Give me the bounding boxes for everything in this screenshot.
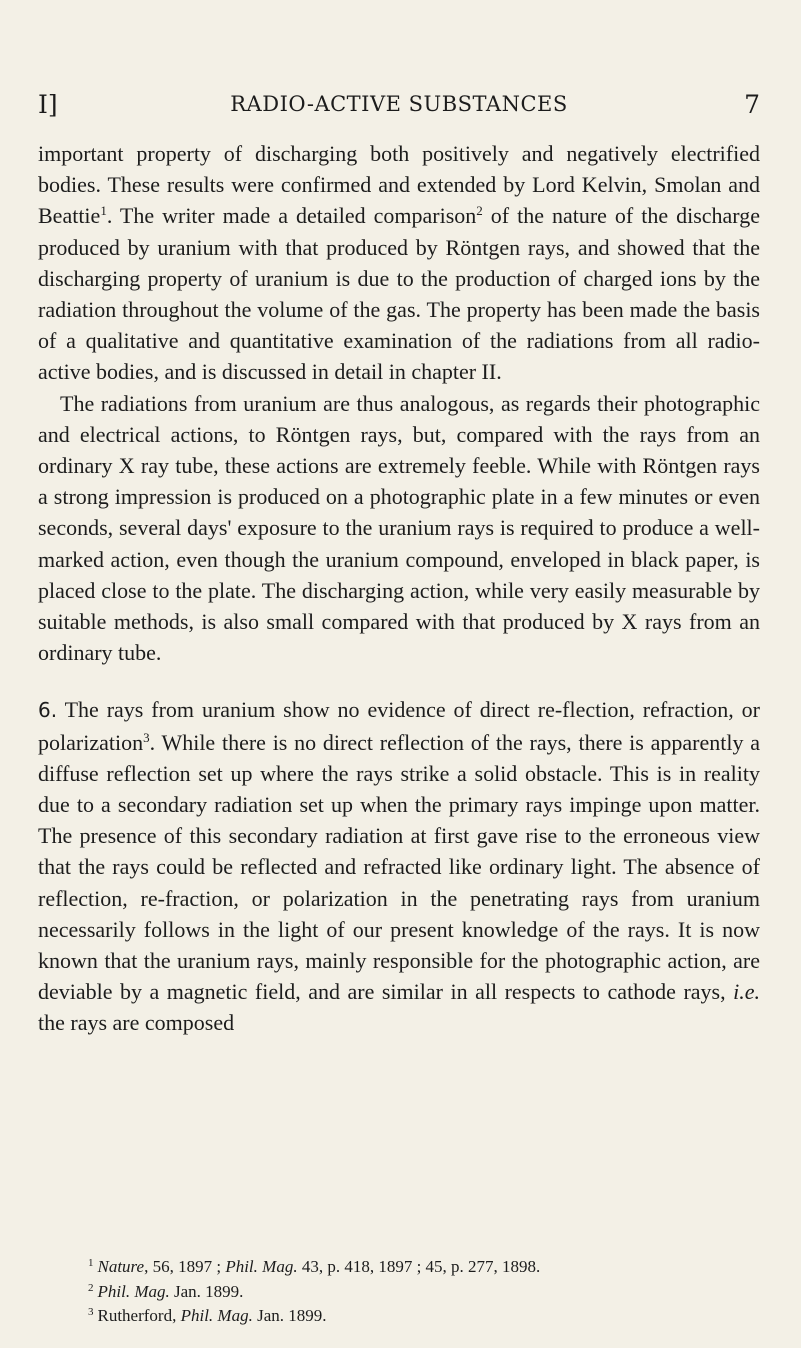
- footnote-1-journal-b: Phil. Mag.: [225, 1257, 298, 1276]
- page-number: 7: [744, 90, 760, 119]
- paragraph-3-text-b: . While there is no direct reflection of the rays, there is apparently a diffuse reflection set up where the rays strike a solid obstacle. This is in reality due to a secondary radiation set up when the primary rays impinge upon matter. The presence of this secondary radiation at first gave rise to the erroneous view that the rays could be reflected and refracted like ordinary light. The absence of reflection, re-fraction, or polarization in the penetrating rays from uranium necessarily follows in the light of our present knowledge of the rays. It is now known that the uranium rays, mainly responsible for the photographic action, are deviable by a magnetic field, and are similar in all respects to cathode rays,: [38, 729, 760, 1005]
- footnote-3-text: Jan. 1899.: [252, 1306, 327, 1325]
- paragraph-2: The radiations from uranium are thus analogous, as regards their photographic and electrical actions, to Röntgen rays, but, compared with the rays from an ordinary X ray tube, these actions are extremely feeble. While with Röntgen rays a strong impression is produced on a photographic plate in a few minutes or even seconds, several days' exposure to the uranium rays is required to produce a well-marked action, even though the uranium compound, enveloped in black paper, is placed close to the plate. The discharging action, while very easily measurable by suitable methods, is also small compared with that produced by X rays from an ordinary tube.: [38, 390, 760, 666]
- footnotes: [88, 1255, 728, 1329]
- paragraph-3: [38, 694, 760, 1038]
- footnote-2: [88, 1280, 728, 1305]
- paragraph-1-text-c: of the nature of the discharge produced by uranium with that produced by Röntgen rays, and showed that the discharging property of uranium is due to the production of charged ions by the radiation throughout the volume of the gas. The property has been made the basis of a qualitative and quantitative examination of the radiations from all radio-active bodies, and is discussed in detail in chapter II.: [38, 203, 760, 385]
- footnote-1-journal-a: Nature: [97, 1257, 145, 1276]
- footnote-ref-1: 1: [100, 203, 107, 219]
- footnote-3-author: Rutherford,: [97, 1306, 181, 1325]
- footnote-2-text: Jan. 1899.: [169, 1281, 244, 1301]
- paragraph-1-text-a: important property of discharging both positively and negatively electrified bodies. These results were confirmed and extended by Lord Kelvin, Smolan and Beattie: [38, 141, 760, 229]
- paragraph-3-text-a: The rays from uranium show no evidence of direct re-flection, refraction, or polarization: [38, 697, 760, 755]
- paragraph-1-text-b: . The writer made a detailed comparison: [106, 203, 477, 229]
- footnote-1-number: 1: [88, 1257, 94, 1269]
- footnote-1-text-b: 43, p. 418, 1897 ; 45, p. 277, 1898.: [297, 1257, 541, 1276]
- footnote-3-number: 3: [88, 1306, 94, 1318]
- footnote-2-number: 2: [88, 1281, 94, 1294]
- paragraph-3-text-c: the rays are composed: [38, 1010, 235, 1036]
- running-header: [38, 90, 760, 124]
- section-number: 6.: [38, 698, 58, 723]
- footnote-ref-3: 3: [143, 729, 150, 745]
- running-title: RADIO-ACTIVE SUBSTANCES: [230, 92, 568, 116]
- chapter-number: I]: [38, 90, 58, 119]
- footnote-3: [88, 1304, 728, 1329]
- footnote-2-journal: Phil. Mag.: [97, 1281, 170, 1301]
- footnote-ref-2: 2: [476, 203, 483, 219]
- ie-abbreviation: i.e.: [733, 979, 760, 1005]
- body-text: [38, 138, 760, 1039]
- paragraph-1: [38, 138, 760, 388]
- footnote-1: [88, 1255, 728, 1280]
- footnote-1-text-a: , 56, 1897 ;: [144, 1257, 226, 1276]
- footnote-3-journal: Phil. Mag.: [180, 1306, 253, 1325]
